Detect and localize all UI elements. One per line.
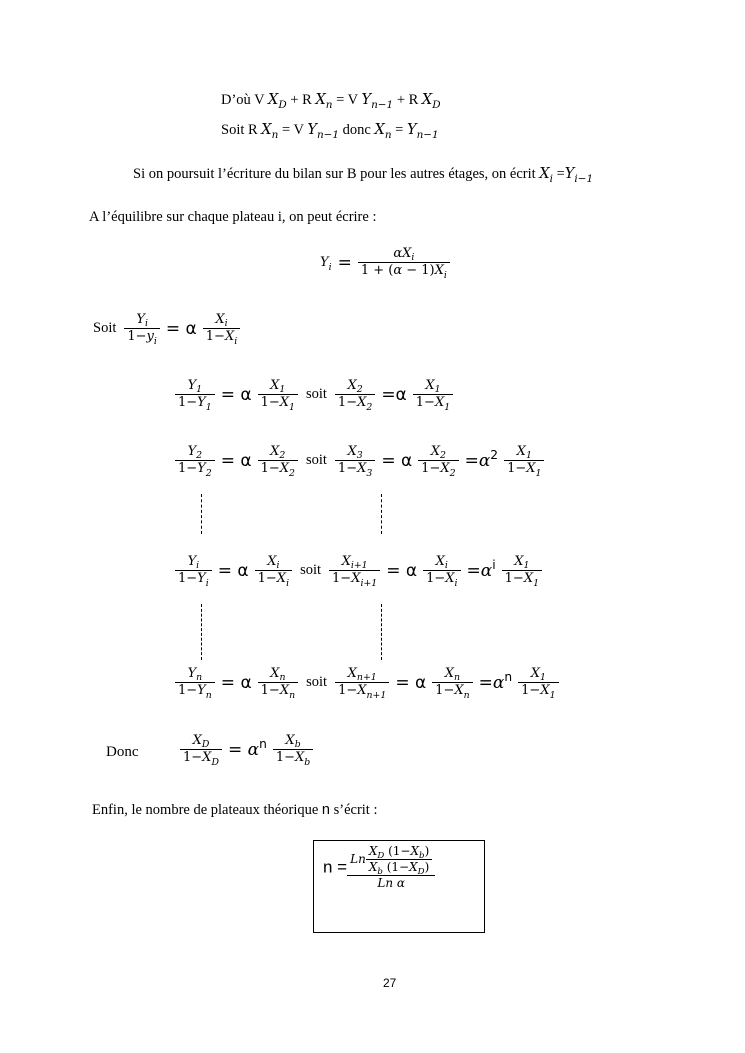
plate-number-formula: n = Ln $\frac{X_D (1-X_b)}{X_b (1-X_D)}$ Ln α [323,844,435,891]
para-enfin-text: Enfin, le nombre de plateaux théorique [92,802,319,818]
line1-eq: = V [336,92,358,108]
plate-1-formula: $\frac{Y_1}{1-Y_1}$ = α $\frac{X_1}{1-X_1}$ soit $\frac{X_2}{1-X_2}$ =α $\frac{X_1}{1-X_1}$ [175,378,453,412]
soit-label: Soit [93,320,117,337]
line1-plus-r: + R [290,92,312,108]
soit-row-n: soit [306,674,328,691]
donc-formula: $\frac{X_D}{1-X_D}$ = $\alpha^n$ $\frac{X_b}{1-X_b}$ [180,733,313,767]
para-bilan-eq: = [556,166,565,182]
plate-i-formula: $\frac{Y_i}{1-Y_i}$ = α $\frac{X_i}{1-X_i}$ soit $\frac{X_{i+1}}{1-X_{i+1}}$ = α $\frac{X_i}{1-X_i}$ $=\alpha^i$ $\frac{X_1}{1-X_1}$ [175,554,542,588]
line2-eq2: = [395,122,404,138]
equilibrium-formula: $Y_i$ = $\frac{\alpha X_i}{1 + (\alpha - 1)X_i}$ [320,246,450,280]
paragraph-bilan: Si on poursuit l’écriture du bilan sur B pour les autres étages, on écrit $X_i =Y_{i-1}$ [133,166,594,185]
line1-prefix: D’où V [221,92,265,108]
line1-plus-r2: + R [396,92,419,108]
dashed-continuation-right-2 [381,604,382,660]
material-balance-line: D’où V $X_D + R$ $X_n = V$ $Y_{n-1} + R$ $X_D$ [221,92,441,111]
dashed-continuation-left-2 [201,604,202,660]
soit-formula: Soit $\frac{Y_i}{1-y_i}$ = α $\frac{X_i}{1-X_i}$ [89,312,240,346]
line2-soit: Soit R [221,122,258,138]
plate-n-formula: $\frac{Y_n}{1-Y_n}$ = α $\frac{X_n}{1-X_n}$ soit $\frac{X_{n+1}}{1-X_{n+1}}$ = α $\frac{X_n}{1-X_n}$ $=\alpha^n$ $\frac{X_1}{1-X_1}$ [175,666,559,700]
paragraph-equilibre: A l’équilibre sur chaque plateau i, on peut écrire : [89,209,377,225]
dashed-continuation-right-1 [381,494,382,534]
donc-label: Donc [106,744,139,760]
dashed-continuation-left-1 [201,494,202,534]
soit-row-i: soit [300,562,322,579]
para-bilan-text: Si on poursuit l’écriture du bilan sur B pour les autres étages, on écrit [133,166,536,182]
paragraph-enfin [92,802,378,819]
soit-relation-line: Soit R $X_n = V$ $Y_{n-1}$ donc $X_n = Y_{n-1}$ [221,122,439,141]
para-enfin-n: n [321,802,330,818]
plate-2-formula: $\frac{Y_2}{1-Y_2}$ = α $\frac{X_2}{1-X_2}$ soit $\frac{X_3}{1-X_3}$ = α $\frac{X_2}{1-X_2}$ $=\alpha^2$ $\frac{X_1}{1-X_1}$ [175,444,544,478]
soit-row1: soit [305,386,327,403]
line2-eq: = V [281,122,304,138]
page-number: 27 [383,976,397,990]
soit-row2: soit [305,452,327,469]
para-enfin-end: s’écrit : [333,802,378,818]
line2-donc: donc [342,122,371,138]
